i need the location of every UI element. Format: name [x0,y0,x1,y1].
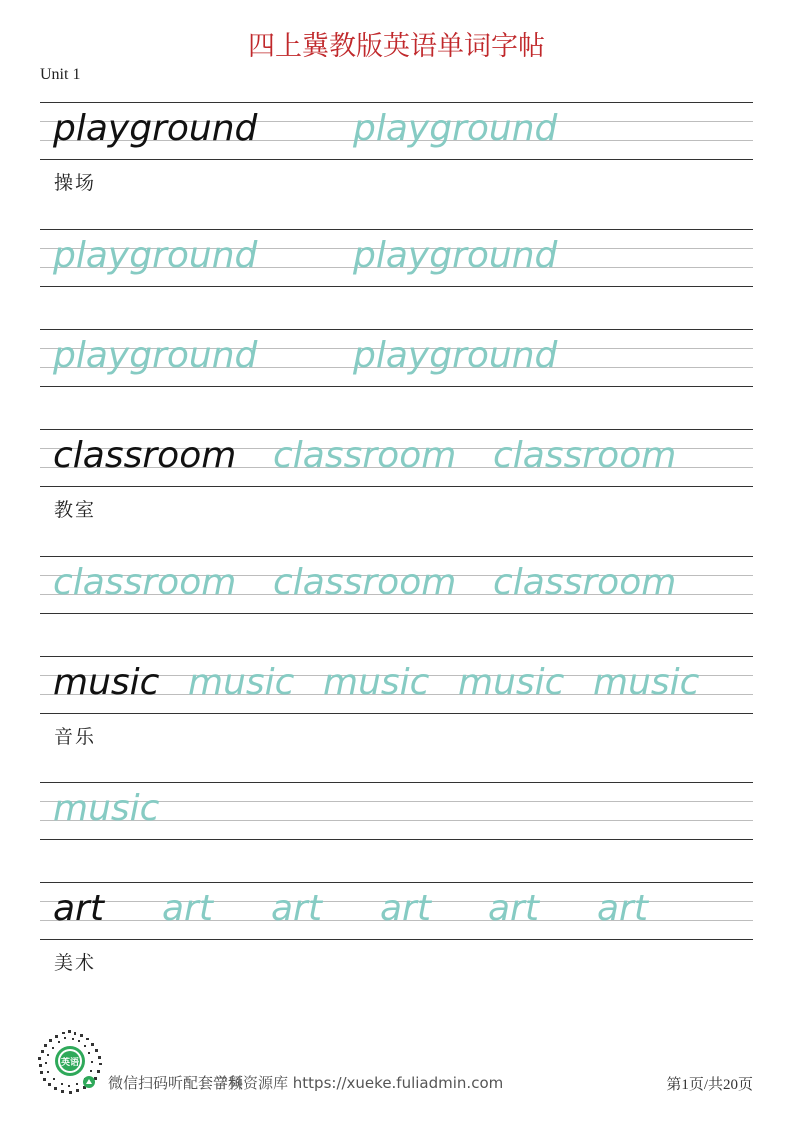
word-model: art [53,888,104,929]
word-trace: art [271,888,322,929]
word-meaning: 操场 [54,172,97,194]
writing-row [40,102,753,160]
word-trace: art [488,888,539,929]
writing-row [40,229,753,287]
word-trace: playground [353,108,558,149]
word-meaning: 美术 [54,952,97,974]
word-trace: classroom [273,562,457,603]
word-trace: art [380,888,431,929]
word-trace: music [188,662,295,703]
word-trace: playground [353,335,558,376]
writing-row [40,556,753,614]
word-trace: art [597,888,648,929]
writing-row [40,656,753,714]
qr-badge-label: 英语 [60,1058,80,1068]
page-number: 第1页/共20页 [666,1077,753,1093]
word-trace: classroom [493,562,677,603]
unit-label: Unit 1 [40,66,81,83]
word-trace: music [53,788,160,829]
word-trace: music [323,662,430,703]
word-meaning: 教室 [54,499,97,521]
footer-site-link[interactable]: 学科资源库 https://xueke.fuliadmin.com [213,1074,504,1092]
word-trace: music [593,662,700,703]
word-trace: playground [353,235,558,276]
word-trace: music [458,662,565,703]
writing-row [40,882,753,940]
word-trace: classroom [273,435,457,476]
word-trace: classroom [493,435,677,476]
word-model: playground [53,108,258,149]
word-trace: playground [53,335,258,376]
word-trace: classroom [53,562,237,603]
writing-row [40,429,753,487]
word-meaning: 音乐 [54,726,97,748]
word-model: classroom [53,435,237,476]
writing-row [40,782,753,840]
word-model: music [53,662,160,703]
page-title: 四上冀教版英语单词字帖 [248,31,545,62]
footer-notice [108,1072,503,1093]
word-trace: art [162,888,213,929]
qr-code-icon[interactable] [38,1030,102,1094]
word-trace: playground [53,235,258,276]
footer-audio-text: 微信扫码听配套音频 [108,1074,244,1092]
writing-row [40,329,753,387]
